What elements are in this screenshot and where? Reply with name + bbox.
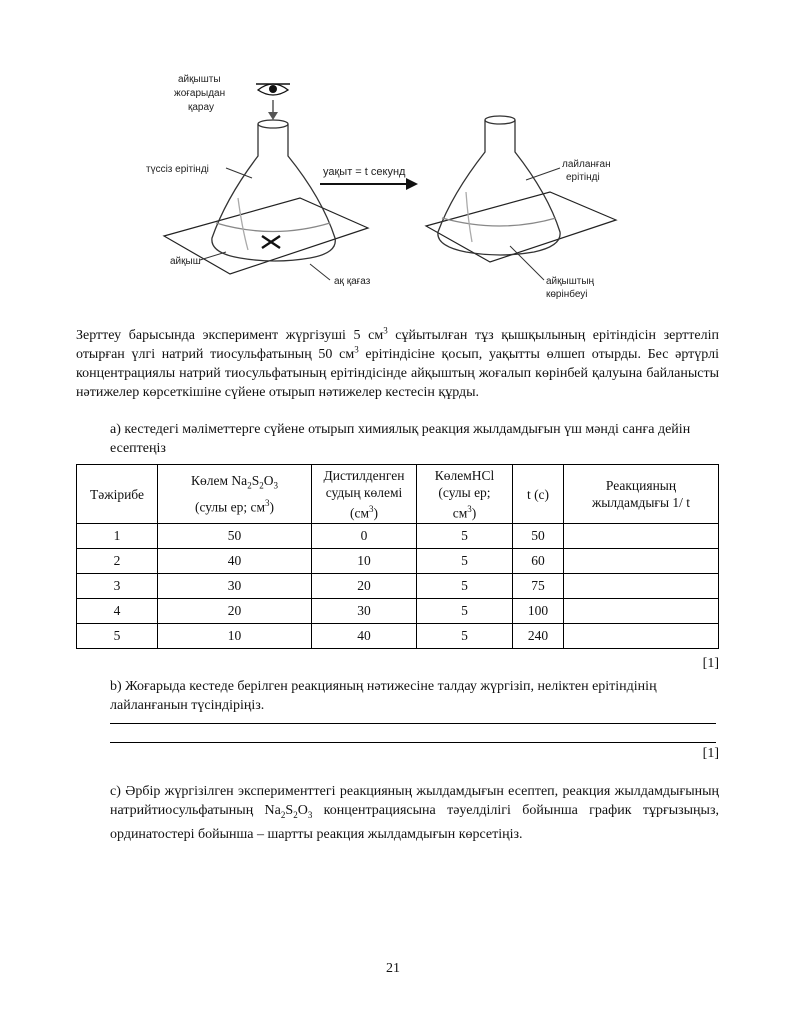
question-b: b) Жоғарыда кестеде берілген реакцияның нәтижесіне талдау жүргізіп, неліктен ерітіндінің лайланғанын түсіндіріңіз. <box>110 679 657 713</box>
label-cloudy-1: лайланған <box>562 159 611 170</box>
arrow-right-icon <box>406 178 418 190</box>
eye-icon <box>256 84 290 95</box>
mark-b: [1] <box>702 746 719 761</box>
table-row: 5 10 40 5 240 <box>77 624 719 649</box>
label-cross: айқыш <box>170 256 201 267</box>
intro-paragraph: Зерттеу барысында эксперимент жүргізуші 5 $см^3$ сұйытылған тұз қышқылының ерітіндісін зерттеліп отырған үлгі натрий тиосульфатының 50 $см^3$ ерітіндісіне қосып, уақытты өлшеп отырды. Бес әртүрлі концентрациялы натрий тиосульфатының ерітіндісінде айқыштың жоғалып көрінбей қалуына байланысты нәтижелер көрсеткішіне сүйене отырып нәтижелер кестесін құрды. <box>76 325 719 400</box>
answer-line[interactable] <box>110 742 716 743</box>
header-experiment: Тәжірибе <box>77 465 158 524</box>
header-hcl-volume: КөлемHCl (сулы ер; $см^3$) <box>417 465 513 524</box>
header-na-volume: Көлем $Na_2S_2O_3$ (сулы ер; $см^3$) <box>158 465 312 524</box>
table-row: 2 40 10 5 60 <box>77 549 719 574</box>
page-number: 21 <box>386 961 400 976</box>
label-eye-1: айқышты <box>178 74 221 85</box>
header-rate: Реакцияның жылдамдығы 1/ t <box>564 465 719 524</box>
table-row: 1 50 0 5 50 <box>77 524 719 549</box>
rate-cell[interactable] <box>564 599 719 624</box>
rate-cell[interactable] <box>564 549 719 574</box>
table-row: 3 30 20 5 75 <box>77 574 719 599</box>
experiment-figure <box>130 68 640 308</box>
question-a: a) кестедегі мәліметтерге сүйене отырып химиялық реакция жылдамдығын үш мәнді санға дейін есептеңіз <box>110 422 691 456</box>
label-colorless-solution: түссіз ерітінді <box>146 164 209 175</box>
header-water-volume: Дистилденген судың көлемі $(см^3)$ <box>312 465 417 524</box>
mark-a: [1] <box>702 656 719 671</box>
question-c: c) Әрбір жүргізілген эксперименттегі реакцияның жылдамдығын есептеп, реакция жылдамдығының натрийтиосульфатының $Na_2S_2O_3$ концентрациясына тәуелділігі бойынша график тұрғызыңыз, ординатостері бойынша – шартты реакция жылдамдығын көрсетіңіз. <box>110 784 719 842</box>
rate-cell[interactable] <box>564 524 719 549</box>
header-time: t (c) <box>513 465 564 524</box>
label-eye-2: жоғарыдан <box>174 88 226 99</box>
label-cross-gone-1: айқыштың <box>546 276 595 287</box>
label-eye-3: қарау <box>188 102 214 113</box>
label-time: уақыт = t секунд <box>323 166 406 178</box>
label-cross-gone-2: көрінбеуі <box>546 289 588 300</box>
results-table <box>76 464 719 649</box>
rate-cell[interactable] <box>564 574 719 599</box>
table-header-row <box>77 465 719 524</box>
rate-cell[interactable] <box>564 624 719 649</box>
label-white-paper: ақ қағаз <box>334 276 371 287</box>
table-row: 4 20 30 5 100 <box>77 599 719 624</box>
label-cloudy-2: ерітінді <box>566 172 600 183</box>
answer-line[interactable] <box>110 723 716 724</box>
white-paper-right <box>426 192 616 262</box>
